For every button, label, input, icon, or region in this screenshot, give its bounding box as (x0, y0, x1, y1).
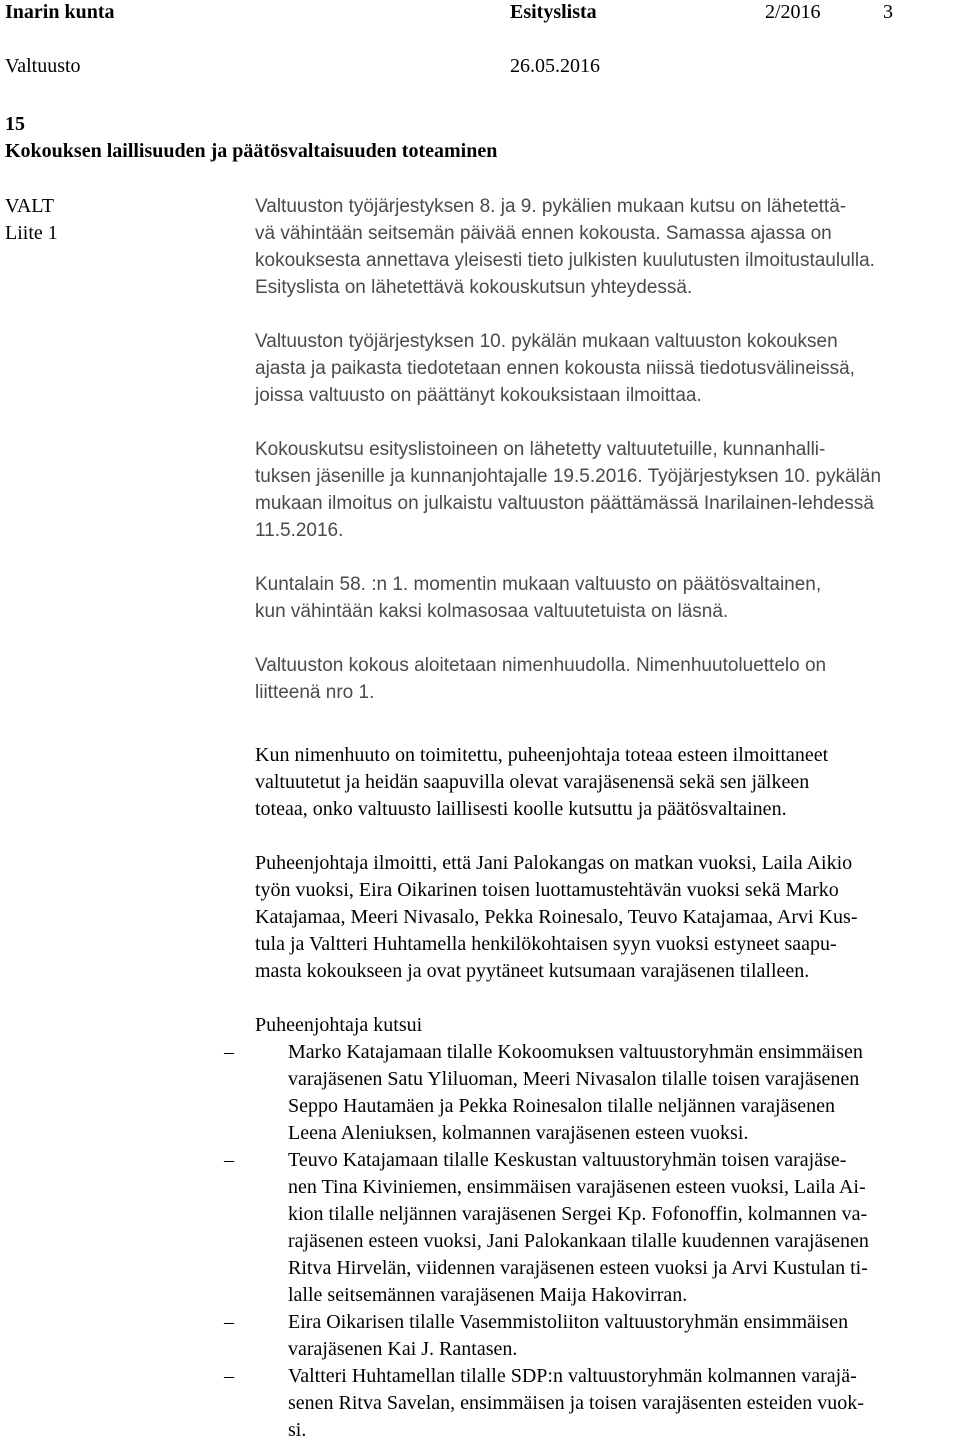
text-line: masta kokoukseen ja ovat pyytäneet kutsumaan varajäsenen tilalleen. (255, 960, 810, 982)
list-item (224, 1147, 955, 1309)
procedure-text (255, 193, 955, 706)
paragraph (255, 742, 955, 823)
paragraph (255, 652, 955, 706)
text-line: Esityslista on lähetettävä kokouskutsun yhteydessä. (255, 277, 693, 298)
document-header (5, 0, 955, 83)
text-line: liitteenä nro 1. (255, 682, 375, 703)
text-line: tuksen jäsenille ja kunnanjohtajalle 19.5.2016. Työjärjestyksen 10. pykälän (255, 466, 882, 487)
text-line: Kuntalain 58. :n 1. momentin mukaan valtuusto on päätösvaltainen, (255, 574, 822, 595)
invitation-intro: Puheenjohtaja kutsui (255, 1014, 423, 1036)
text-line: toteaa, onko valtuusto laillisesti koolle kutsuttu ja päätösvaltainen. (255, 798, 787, 820)
text-line: Eira Oikarisen tilalle Vasemmistoliiton valtuustoryhmän ensimmäisen (288, 1311, 849, 1333)
text-line: Ritva Hirvelän, viidennen varajäsenen esteen vuoksi ja Arvi Kustulan ti- (288, 1257, 868, 1279)
text-line: joissa valtuusto on päättänyt kokouksistaan ilmoittaa. (255, 385, 702, 406)
text-line: varajäsenen Kai J. Rantasen. (288, 1338, 518, 1360)
text-line: Leena Aleniuksen, kolmannen varajäsenen esteen vuoksi. (288, 1122, 749, 1144)
text-line: kun vähintään kaksi kolmasosaa valtuutetuista on läsnä. (255, 601, 729, 622)
paragraph (255, 436, 955, 544)
text-line: valtuutetut ja heidän saapuvilla olevat varajäsenensä sekä sen jälkeen (255, 771, 810, 793)
paragraph (255, 328, 955, 409)
paragraph (255, 571, 955, 625)
text-line: kion tilalle neljännen varajäsenen Sergei Kp. Fofonoffin, kolmannen va- (288, 1203, 868, 1225)
dash-bullet: – (224, 1041, 234, 1063)
page-number: 3 (883, 1, 893, 23)
text-line: senen Ritva Savelan, ensimmäisen ja toisen varajäsenten esteiden vuok- (288, 1392, 864, 1414)
text-line: Marko Katajamaan tilalle Kokoomuksen valtuustoryhmän ensimmäisen (288, 1041, 863, 1063)
text-line: kokouksesta annettava yleisesti tieto julkisten kuulutusten ilmoitustaululla. (255, 250, 875, 271)
text-line: 11.5.2016. (255, 520, 344, 541)
text-line: vä vähintään seitsemän päivää ennen kokousta. Samassa ajassa on (255, 223, 832, 244)
text-line: rajäsenen esteen vuoksi, Jani Palokankaan tilalle kuudennen varajäsenen (288, 1230, 869, 1252)
text-line: Valtteri Huhtamellan tilalle SDP:n valtuustoryhmän kolmannen varajä- (288, 1365, 857, 1387)
text-line: Kun nimenhuuto on toimitettu, puheenjohtaja toteaa esteen ilmoittaneet (255, 744, 829, 766)
text-line: ajasta ja paikasta tiedotetaan ennen kokousta niissä tiedotusvälineissä, (255, 358, 855, 379)
text-line: työn vuoksi, Eira Oikarinen toisen luottamustehtävän vuoksi sekä Marko (255, 879, 839, 901)
list-item (224, 1363, 955, 1444)
dash-bullet: – (224, 1311, 234, 1333)
attachment-code: VALT (5, 195, 54, 217)
section-heading (5, 111, 497, 165)
text-line: lalle seitsemännen varajäsenen Maija Hakovirran. (288, 1284, 688, 1306)
document-number: 2/2016 (765, 1, 821, 23)
text-line: Valtuuston työjärjestyksen 10. pykälän mukaan valtuuston kokouksen (255, 331, 838, 352)
body-name: Valtuusto (5, 55, 81, 77)
text-line: Valtuuston työjärjestyksen 8. ja 9. pykälien mukaan kutsu on lähetettä- (255, 196, 847, 217)
text-line: Teuvo Katajamaan tilalle Keskustan valtuustoryhmän toisen varajäse- (288, 1149, 847, 1171)
attachment-label (5, 193, 58, 247)
municipality-name: Inarin kunta (5, 1, 115, 23)
text-line: Valtuuston kokous aloitetaan nimenhuudolla. Nimenhuutoluettelo on (255, 655, 827, 676)
text-line: Katajamaa, Meeri Nivasalo, Pekka Roinesalo, Teuvo Katajamaa, Arvi Kus- (255, 906, 858, 928)
section-number: 15 (5, 113, 25, 135)
text-line: nen Tina Kiviniemen, ensimmäisen varajäsenen esteen vuoksi, Laila Ai- (288, 1176, 866, 1198)
document-type: Esityslista (510, 1, 597, 23)
paragraph (255, 850, 955, 985)
text-line: si. (288, 1419, 307, 1441)
section-title: Kokouksen laillisuuden ja päätösvaltaisuuden toteaminen (5, 140, 498, 162)
meeting-date: 26.05.2016 (510, 55, 600, 77)
text-line: Kokouskutsu esityslistoineen on lähetetty valtuutetuille, kunnanhalli- (255, 439, 826, 460)
list-item (224, 1039, 955, 1147)
attachment-number: Liite 1 (5, 222, 58, 244)
text-line: tula ja Valtteri Huhtamella henkilökohtaisen syyn vuoksi estyneet saapu- (255, 933, 837, 955)
dash-bullet: – (224, 1149, 234, 1171)
dash-bullet: – (224, 1365, 234, 1387)
paragraph (255, 193, 955, 301)
text-line: varajäsenen Satu Yliluoman, Meeri Nivasalon tilalle toisen varajäsenen (288, 1068, 860, 1090)
decision-text (224, 742, 955, 1444)
text-line: Seppo Hautamäen ja Pekka Roinesalon tilalle neljännen varajäsenen (288, 1095, 836, 1117)
list-item (224, 1309, 955, 1363)
text-line: Puheenjohtaja ilmoitti, että Jani Palokangas on matkan vuoksi, Laila Aikio (255, 852, 853, 874)
text-line: mukaan ilmoitus on julkaistu valtuuston päättämässä Inarilainen-lehdessä (255, 493, 874, 514)
